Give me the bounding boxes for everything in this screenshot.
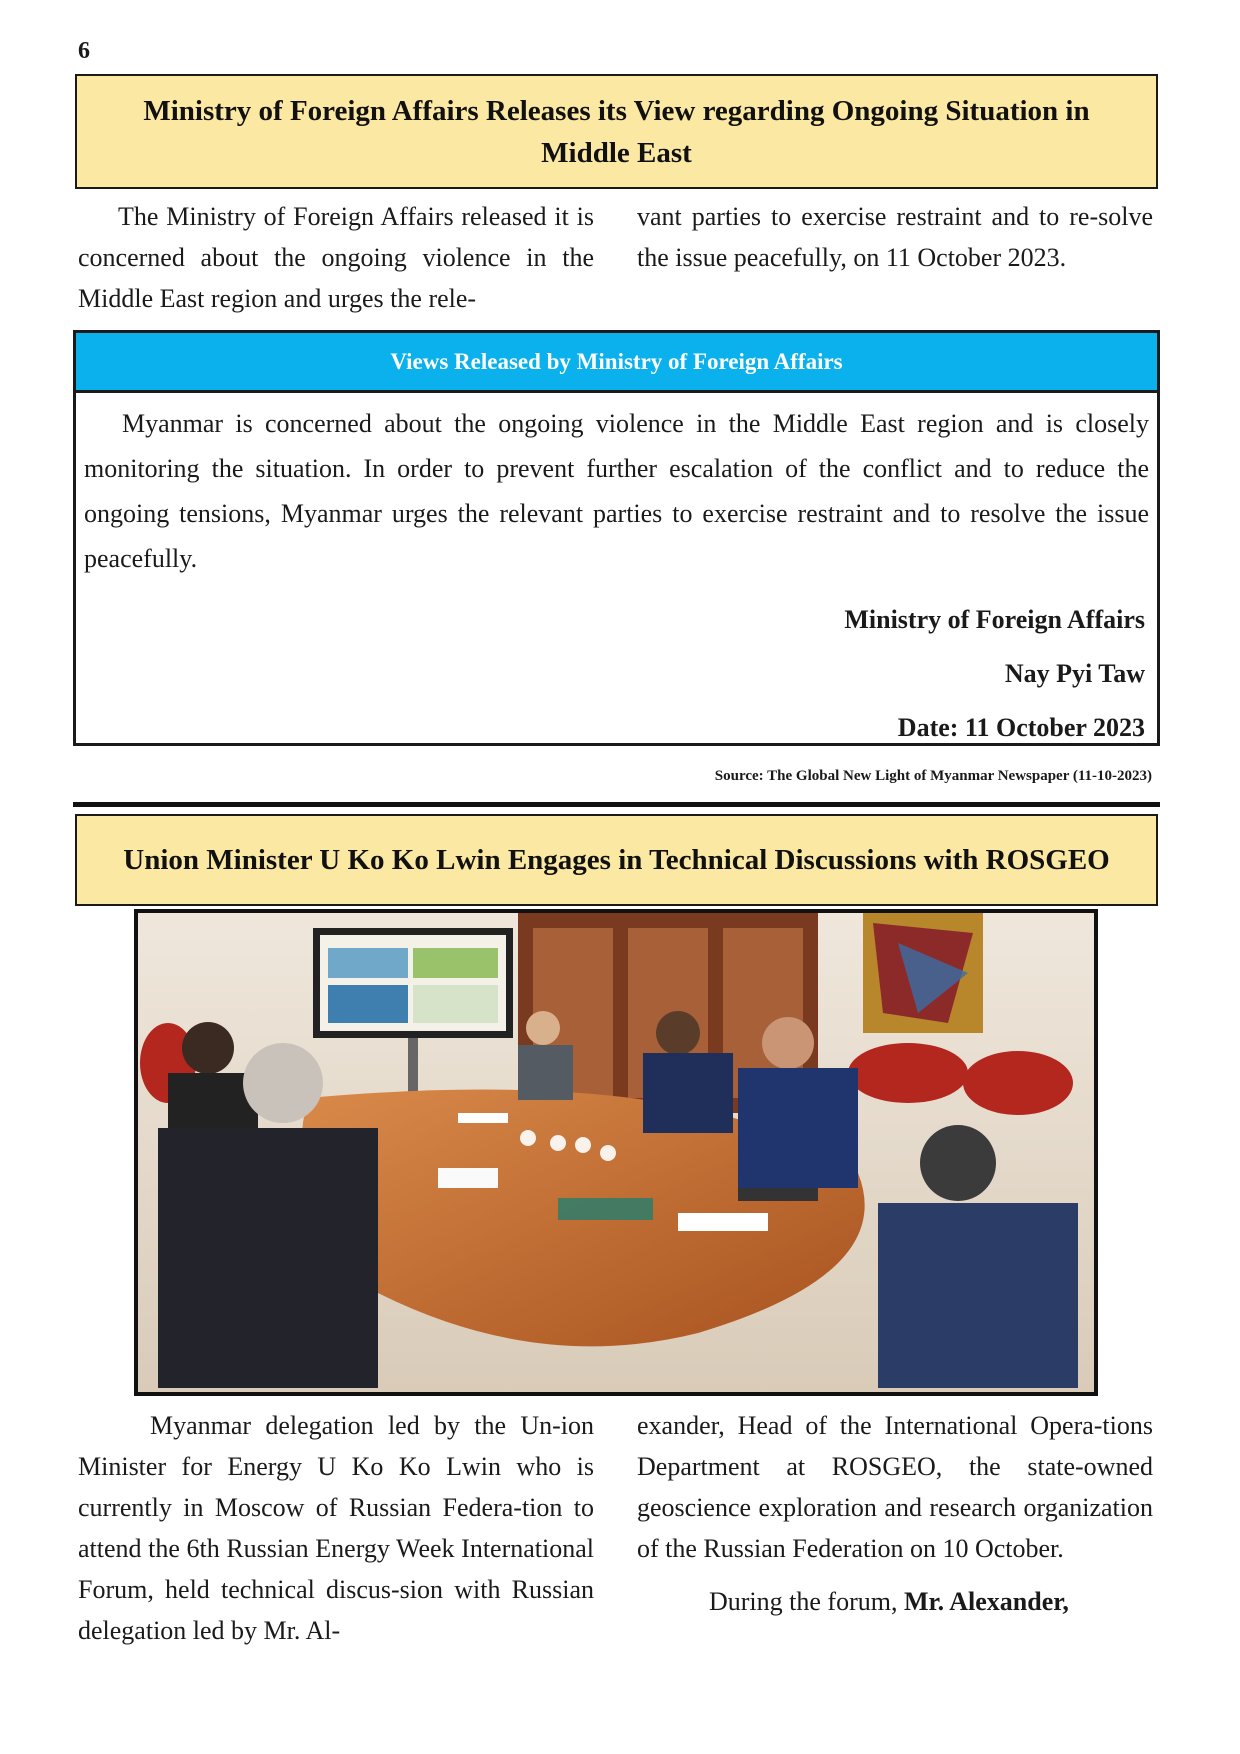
article-1-paragraph-left: The Ministry of Foreign Affairs released it is concerned about the ongoing violence in the Middle East region and urges the rele- (78, 202, 594, 313)
statement-place: Nay Pyi Taw (1004, 659, 1145, 688)
article-2-column-right (637, 1405, 1153, 1665)
article-2-p2-bold: Mr. Alexander, (903, 1587, 1069, 1616)
meeting-photo (134, 909, 1098, 1396)
statement-date: Date: 11 October 2023 (897, 713, 1145, 742)
source-credit: Source: The Global New Light of Myanmar Newspaper (11-10-2023) (714, 768, 1152, 784)
article-1-paragraph-right: vant parties to exercise restraint and to re-solve the issue peacefully, on 11 October 2023. (637, 202, 1153, 272)
article-2-paragraph-right: exander, Head of the International Opera-tions Department at ROSGEO, the state-owned geoscience exploration and research organization of the Russian Federation on 10 October. (637, 1411, 1153, 1563)
article-2-p2-lead: During the forum, (709, 1587, 904, 1616)
article-2-title: Union Minister U Ko Ko Lwin Engages in Technical Discussions with ROSGEO (75, 814, 1158, 906)
section-divider (73, 802, 1160, 807)
statement-box (73, 330, 1160, 746)
statement-signatory: Ministry of Foreign Affairs (844, 605, 1145, 634)
meeting-photo-illustration (138, 913, 1094, 1392)
article-1-column-left (78, 196, 594, 326)
article-1-body (78, 196, 1153, 326)
article-2-body (78, 1405, 1153, 1665)
statement-body (76, 393, 1157, 755)
statement-text: Myanmar is concerned about the ongoing violence in the Middle East region and is closely monitoring the situation. In order to prevent further escalation of the conflict and to reduce the ongoing tensions, Myanmar urges the relevant parties to exercise restraint and to resolve the issue peacefully. (84, 409, 1149, 573)
article-2-paragraph-left: Myanmar delegation led by the Un-ion Minister for Energy U Ko Ko Lwin who is currently in Moscow of Russian Federa-tion to attend the 6th Russian Energy Week International Forum, held technical discus-sion with Russian delegation led by Mr. Al- (78, 1411, 594, 1645)
statement-header: Views Released by Ministry of Foreign Affairs (76, 333, 1157, 393)
article-1-column-right (637, 196, 1153, 326)
article-2-column-left (78, 1405, 594, 1665)
article-1-title: Ministry of Foreign Affairs Releases its View regarding Ongoing Situation in Middle East (75, 74, 1158, 189)
page-number: 6 (78, 38, 90, 64)
article-2-paragraph-right-2 (637, 1581, 1153, 1622)
